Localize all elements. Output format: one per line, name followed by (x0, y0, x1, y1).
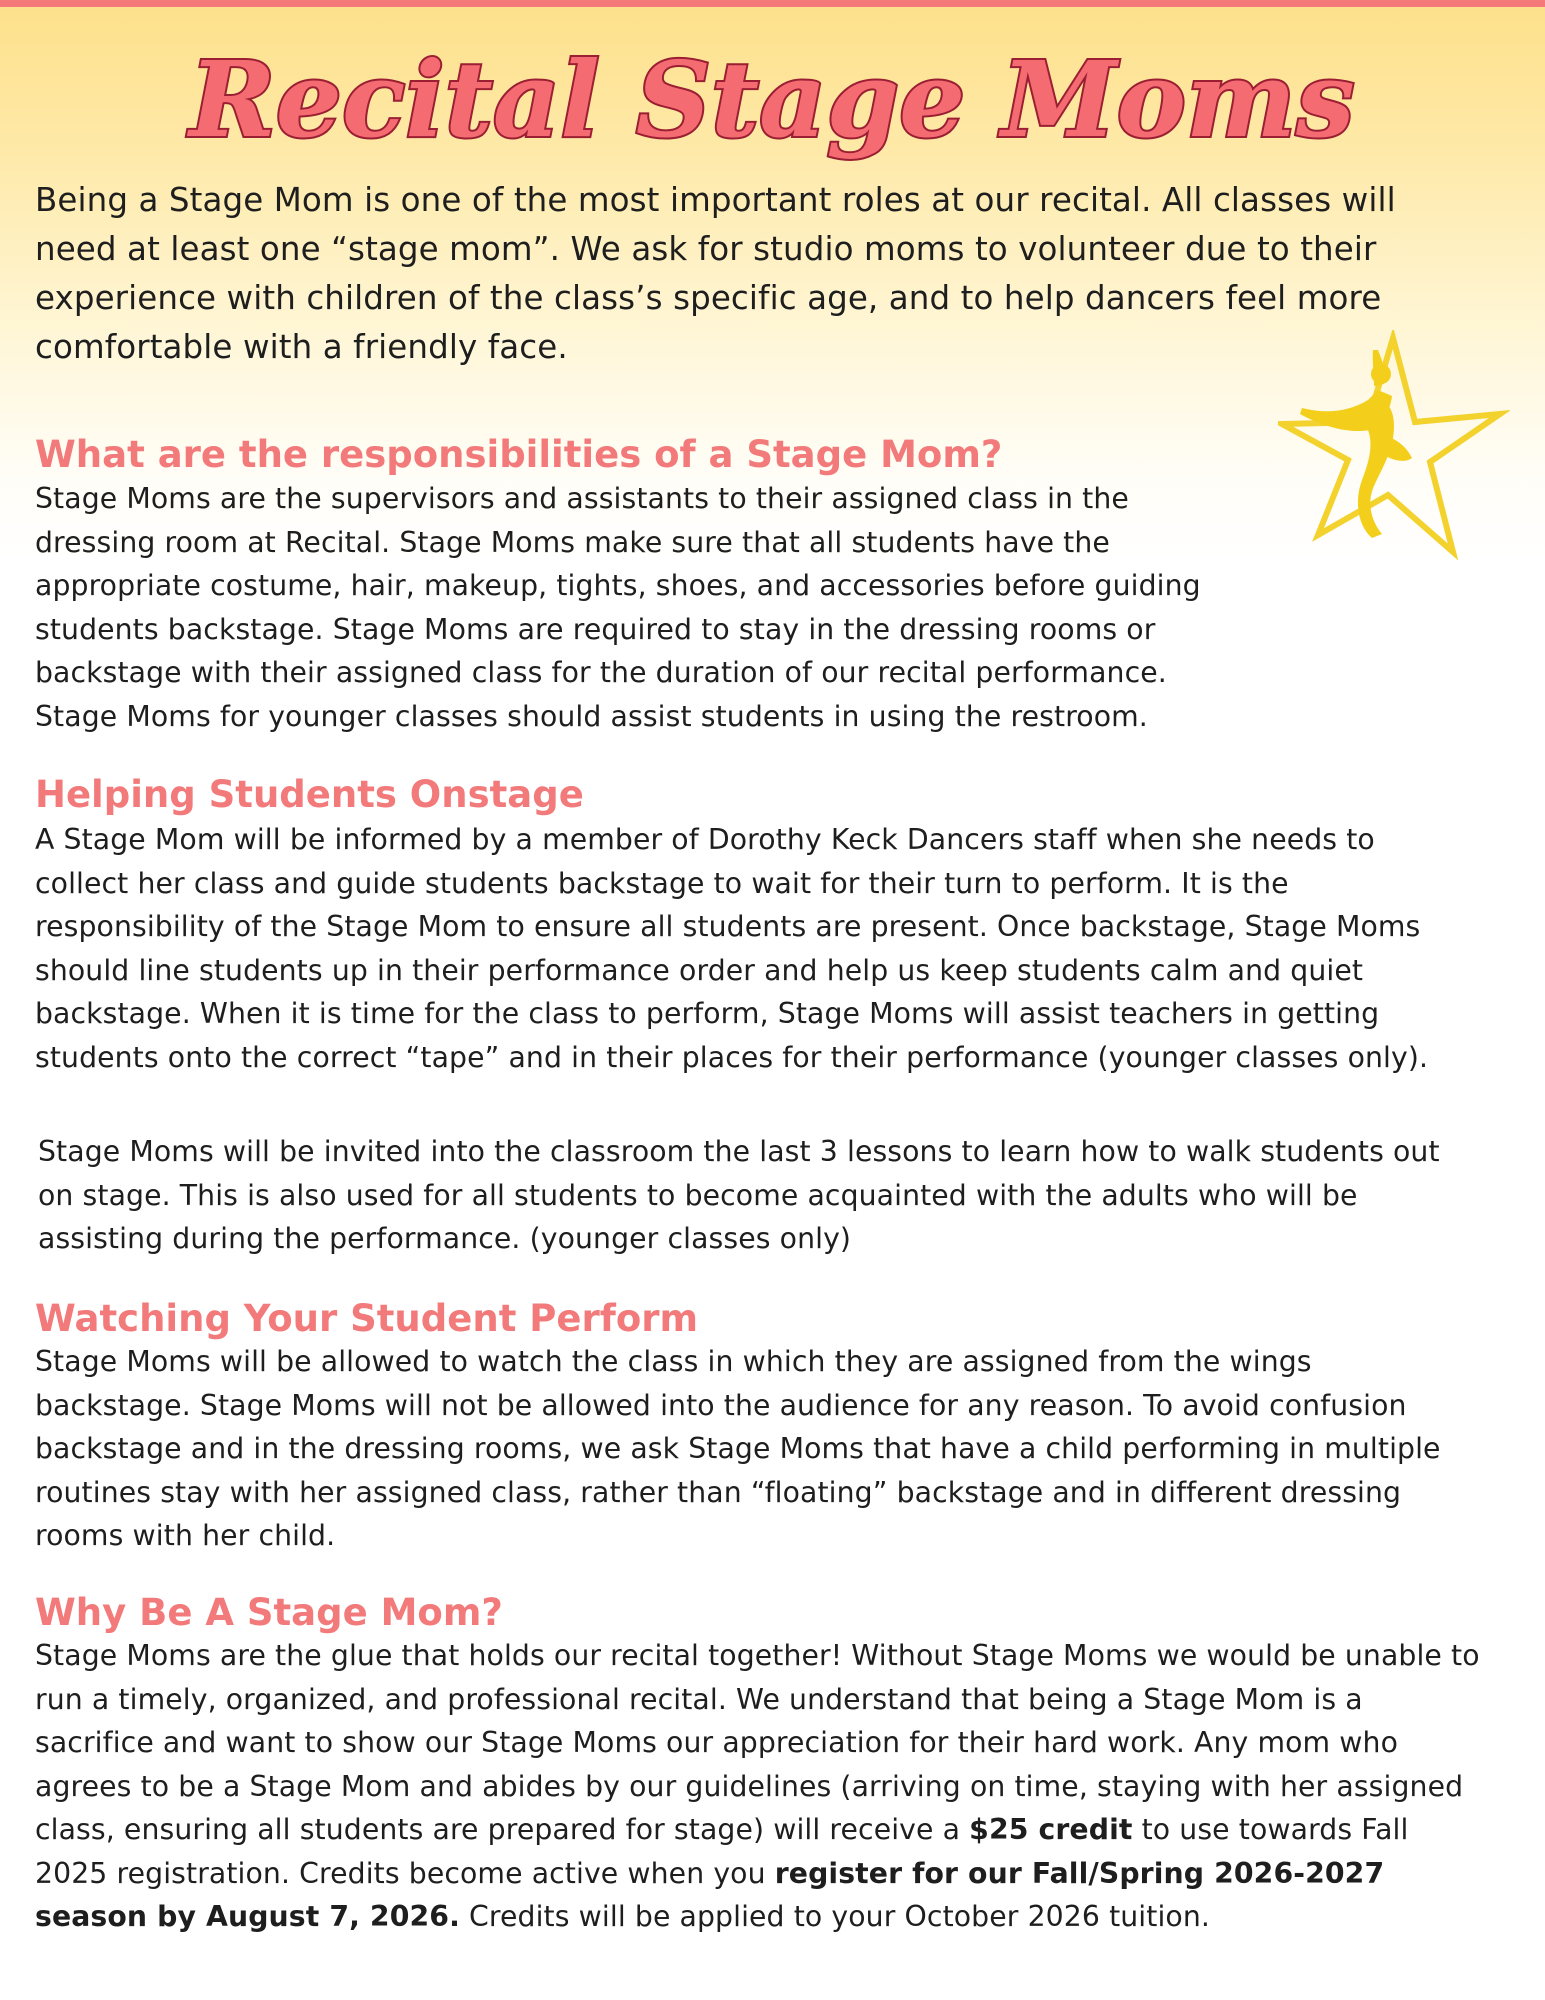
section-heading-why: Why Be A Stage Mom? (35, 1591, 503, 1634)
registration-deadline: register for our Fall/Spring 2026-2027 season by August 7, 2026. (35, 1856, 1385, 1933)
section-heading-watching: Watching Your Student Perform (35, 1297, 699, 1340)
page-title-lettering (0, 28, 1545, 188)
page-title-text: Recital Stage Moms (189, 38, 1355, 161)
why-text-a: Stage Moms are the glue that holds our recital together! Without Stage Moms we would be unable to run a timely, organized, and professional recital. We understand that being a Stage Mom is a sacrifice and want to show our Stage Moms our appreciation for their hard work. Any mom who agrees to be a Stage Mom and abides by our guidelines (arriving on time, staying with her assigned class, ensuring all students are prepared for stage) will receive a (35, 1639, 1480, 1846)
section-heading-responsibilities: What are the responsibilities of a Stage Mom? (35, 433, 1003, 476)
section-body-watching: Stage Moms will be allowed to watch the class in which they are assigned from the wings backstage. Stage Moms will not be allowed into the audience for any reason. To avoid confusion backstage and in the dressing rooms, we ask Stage Moms that have a child performing in multiple routines stay with her assigned class, rather than “floating” backstage and in different dressing rooms with her child. (35, 1345, 1441, 1552)
why-text-c: Credits will be applied to your October 2026 tuition. (459, 1900, 1210, 1933)
section-body-walk-on-stage: Stage Moms will be invited into the classroom the last 3 lessons to learn how to walk students out on stage. This is also used for all students to become acquainted with the adults who will be assisting during the performance. (younger classes only) (38, 1135, 1440, 1255)
section-body-helping-students: A Stage Mom will be informed by a member of Dorothy Keck Dancers staff when she needs to collect her class and guide students backstage to wait for their turn to perform. It is the responsibility of the Stage Mom to ensure all students are present. Once backstage, Stage Moms should line students up in their performance order and help us keep students calm and quiet backstage. When it is time for the class to perform, Stage Moms will assist teachers in getting students onto the correct “tape” and in their places for their performance (younger classes only). (35, 823, 1429, 1074)
why-text-b: to use towards Fall 2025 registration. Credits become active when you (35, 1813, 1409, 1890)
page-title (0, 28, 1545, 188)
section-body-why (35, 1634, 1480, 1939)
section-body-responsibilities: Stage Moms are the supervisors and assistants to their assigned class in the dressing room at Recital. Stage Moms make sure that all students have the appropriate costume, hair, makeup, tights, shoes, and accessories before guiding students backstage. Stage Moms are required to stay in the dressing rooms or backstage with their assigned class for the duration of our recital performance. Stage Moms for younger classes should assist students in using the restroom. (35, 482, 1201, 733)
credit-amount: $25 credit (969, 1813, 1133, 1846)
top-rule (0, 0, 1545, 7)
intro-paragraph: Being a Stage Mom is one of the most important roles at our recital. All classes will need at least one “stage mom”. We ask for studio moms to volunteer due to their experience with children of the class’s specific age, and to help dancers feel more comfortable with a friendly face. (35, 181, 1396, 366)
section-heading-helping-students: Helping Students Onstage (35, 773, 584, 816)
